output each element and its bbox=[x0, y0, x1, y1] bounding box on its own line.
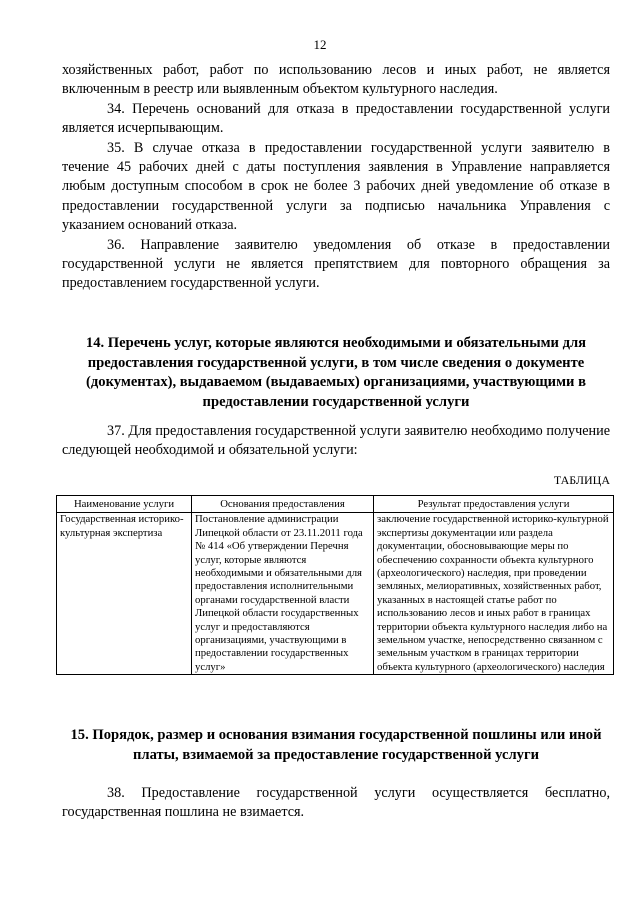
paragraph-37: 37. Для предоставления государственной услуги заявителю необходимо получение следующей необходимой и обязательной услуги: bbox=[62, 423, 610, 459]
paragraph-36: 36. Направление заявителю уведомления об отказе в предоставлении государственной услуги не является препятствием для повторного обращения за предоставлением государственной услуги. bbox=[62, 236, 610, 292]
table-caption: ТАБЛИЦА bbox=[553, 473, 610, 487]
table-header-row bbox=[57, 496, 614, 513]
section-14-heading: 14. Перечень услуг, которые являются необходимыми и обязательными для предоставления государственной услуги, в том числе сведения о документе (документах), выдаваемом (выдаваемых) организациями, участвующими в предоставлении государственной услуги bbox=[85, 335, 587, 410]
column-header-result: Результат предоставления услуги bbox=[374, 496, 614, 513]
cell-result: заключение государственной историко-культурной экспертизы документации или раздела документации, обосновывающие меры по обеспечению сохранности объекта культурного (археологического) наследия, при проведении земляных, мелиоративных, хозяйственных работ, указанных в настоящей статье работ по использованию лесов и иных работ в границах территории объекта культурного наследия либо на земельном участке, непосредственно связанном с земельным участком в границах территории объекта культурного (археологического) наследия bbox=[374, 513, 614, 675]
section-15-heading: 15. Порядок, размер и основания взимания государственной пошлины или иной платы, взимаемой за предоставление государственной услуги bbox=[70, 727, 602, 763]
column-header-basis: Основания предоставления bbox=[192, 496, 374, 513]
paragraph-continuation: хозяйственных работ, работ по использованию лесов и иных работ, не является включенным в реестр или выявленным объектом культурного наследия. bbox=[62, 62, 610, 98]
cell-service-name: Государственная историко-культурная экспертиза bbox=[57, 513, 192, 675]
paragraph-35: 35. В случае отказа в предоставлении государственной услуги заявителю в течение 45 рабочих дней с даты поступления заявления в Управление направляется любым доступным способом в срок не более 3 рабочих дней уведомление об отказе в предоставлении государственной услуги за подписью начальника Управления с указанием оснований отказа. bbox=[62, 139, 610, 234]
column-header-service: Наименование услуги bbox=[57, 496, 192, 513]
services-table bbox=[56, 495, 614, 675]
table-row bbox=[57, 513, 614, 675]
top-text-block bbox=[62, 61, 610, 294]
section-14-text bbox=[62, 422, 610, 461]
section-15-text bbox=[62, 784, 610, 823]
paragraph-38: 38. Предоставление государственной услуги осуществляется бесплатно, государственная пошлина не взимается. bbox=[62, 785, 610, 821]
paragraph-34: 34. Перечень оснований для отказа в предоставлении государственной услуги является исчерпывающим. bbox=[62, 100, 610, 137]
cell-basis: Постановление администрации Липецкой области от 23.11.2011 года № 414 «Об утверждении Перечня услуг, которые являются необходимыми и обязательными для предоставления исполнительными органами государственной власти Липецкой области государственных услуг и предоставляются организациями, участвующими в предоставлении государственных услуг» bbox=[192, 513, 374, 675]
page-number: 12 bbox=[313, 37, 327, 52]
